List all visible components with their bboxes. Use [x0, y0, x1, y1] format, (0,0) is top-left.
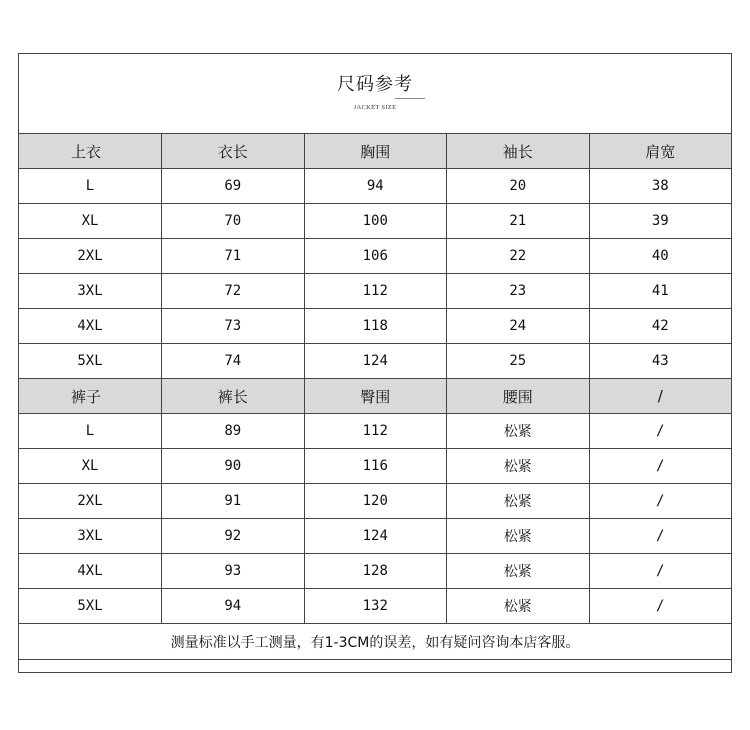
pants-value-cell: 91 — [162, 484, 305, 519]
pants-value-cell: / — [589, 589, 732, 624]
jacket-size-cell: 3XL — [19, 274, 162, 309]
jacket-value-cell: 73 — [162, 309, 305, 344]
jacket-value-cell: 94 — [304, 169, 447, 204]
jacket-value-cell: 106 — [304, 239, 447, 274]
jacket-value-cell: 41 — [589, 274, 732, 309]
pants-row — [19, 554, 732, 589]
pants-value-cell: 116 — [304, 449, 447, 484]
jacket-value-cell: 118 — [304, 309, 447, 344]
jacket-value-cell: 71 — [162, 239, 305, 274]
pants-value-cell: 132 — [304, 589, 447, 624]
jacket-size-cell: XL — [19, 204, 162, 239]
jacket-header-cell: 衣长 — [162, 134, 305, 169]
pants-row — [19, 414, 732, 449]
pants-header-row — [19, 379, 732, 414]
jacket-value-cell: 23 — [447, 274, 590, 309]
pants-value-cell: 松紧 — [447, 414, 590, 449]
pants-value-cell: 120 — [304, 484, 447, 519]
jacket-header-cell: 袖长 — [447, 134, 590, 169]
pants-value-cell: / — [589, 449, 732, 484]
note-row — [19, 624, 732, 660]
pants-row — [19, 484, 732, 519]
pants-value-cell: 128 — [304, 554, 447, 589]
jacket-size-cell: 5XL — [19, 344, 162, 379]
pants-size-cell: 2XL — [19, 484, 162, 519]
chart-subtitle: JACKET SIZE — [353, 104, 397, 111]
pants-size-cell: 5XL — [19, 589, 162, 624]
jacket-value-cell: 124 — [304, 344, 447, 379]
pants-value-cell: 93 — [162, 554, 305, 589]
jacket-value-cell: 20 — [447, 169, 590, 204]
jacket-value-cell: 74 — [162, 344, 305, 379]
jacket-header-cell: 上衣 — [19, 134, 162, 169]
size-table — [18, 133, 732, 660]
jacket-size-cell: 2XL — [19, 239, 162, 274]
pants-value-cell: / — [589, 554, 732, 589]
chart-title: 尺码参考 — [337, 74, 413, 95]
pants-header-cell: 裤长 — [162, 379, 305, 414]
jacket-value-cell: 40 — [589, 239, 732, 274]
pants-value-cell: 松紧 — [447, 449, 590, 484]
pants-size-cell: L — [19, 414, 162, 449]
size-chart — [18, 53, 732, 673]
pants-row — [19, 589, 732, 624]
pants-value-cell: 松紧 — [447, 589, 590, 624]
pants-value-cell: 90 — [162, 449, 305, 484]
measurement-note: 测量标准以手工测量，有1-3CM的误差，如有疑问咨询本店客服。 — [19, 624, 732, 660]
jacket-value-cell: 112 — [304, 274, 447, 309]
pants-header-cell: 臀围 — [304, 379, 447, 414]
pants-value-cell: 92 — [162, 519, 305, 554]
jacket-value-cell: 21 — [447, 204, 590, 239]
jacket-size-cell: L — [19, 169, 162, 204]
jacket-value-cell: 42 — [589, 309, 732, 344]
pants-value-cell: 松紧 — [447, 554, 590, 589]
pants-size-cell: XL — [19, 449, 162, 484]
jacket-row — [19, 309, 732, 344]
pants-header-cell: 裤子 — [19, 379, 162, 414]
pants-value-cell: / — [589, 484, 732, 519]
jacket-value-cell: 69 — [162, 169, 305, 204]
jacket-value-cell: 100 — [304, 204, 447, 239]
pants-header-cell: / — [589, 379, 732, 414]
jacket-header-cell: 肩宽 — [589, 134, 732, 169]
pants-value-cell: / — [589, 414, 732, 449]
pants-value-cell: 94 — [162, 589, 305, 624]
pants-value-cell: 松紧 — [447, 519, 590, 554]
jacket-value-cell: 72 — [162, 274, 305, 309]
title-divider — [395, 98, 425, 99]
jacket-value-cell: 24 — [447, 309, 590, 344]
pants-row — [19, 449, 732, 484]
pants-size-cell: 3XL — [19, 519, 162, 554]
jacket-value-cell: 25 — [447, 344, 590, 379]
jacket-row — [19, 344, 732, 379]
jacket-size-cell: 4XL — [19, 309, 162, 344]
title-box — [19, 54, 731, 134]
pants-value-cell: 89 — [162, 414, 305, 449]
pants-value-cell: 松紧 — [447, 484, 590, 519]
jacket-header-row — [19, 134, 732, 169]
jacket-header-cell: 胸围 — [304, 134, 447, 169]
pants-header-cell: 腰围 — [447, 379, 590, 414]
jacket-value-cell: 43 — [589, 344, 732, 379]
pants-value-cell: / — [589, 519, 732, 554]
jacket-row — [19, 274, 732, 309]
jacket-row — [19, 204, 732, 239]
pants-value-cell: 124 — [304, 519, 447, 554]
jacket-value-cell: 38 — [589, 169, 732, 204]
jacket-value-cell: 39 — [589, 204, 732, 239]
jacket-value-cell: 70 — [162, 204, 305, 239]
pants-value-cell: 112 — [304, 414, 447, 449]
jacket-row — [19, 239, 732, 274]
jacket-value-cell: 22 — [447, 239, 590, 274]
jacket-row — [19, 169, 732, 204]
pants-size-cell: 4XL — [19, 554, 162, 589]
pants-row — [19, 519, 732, 554]
